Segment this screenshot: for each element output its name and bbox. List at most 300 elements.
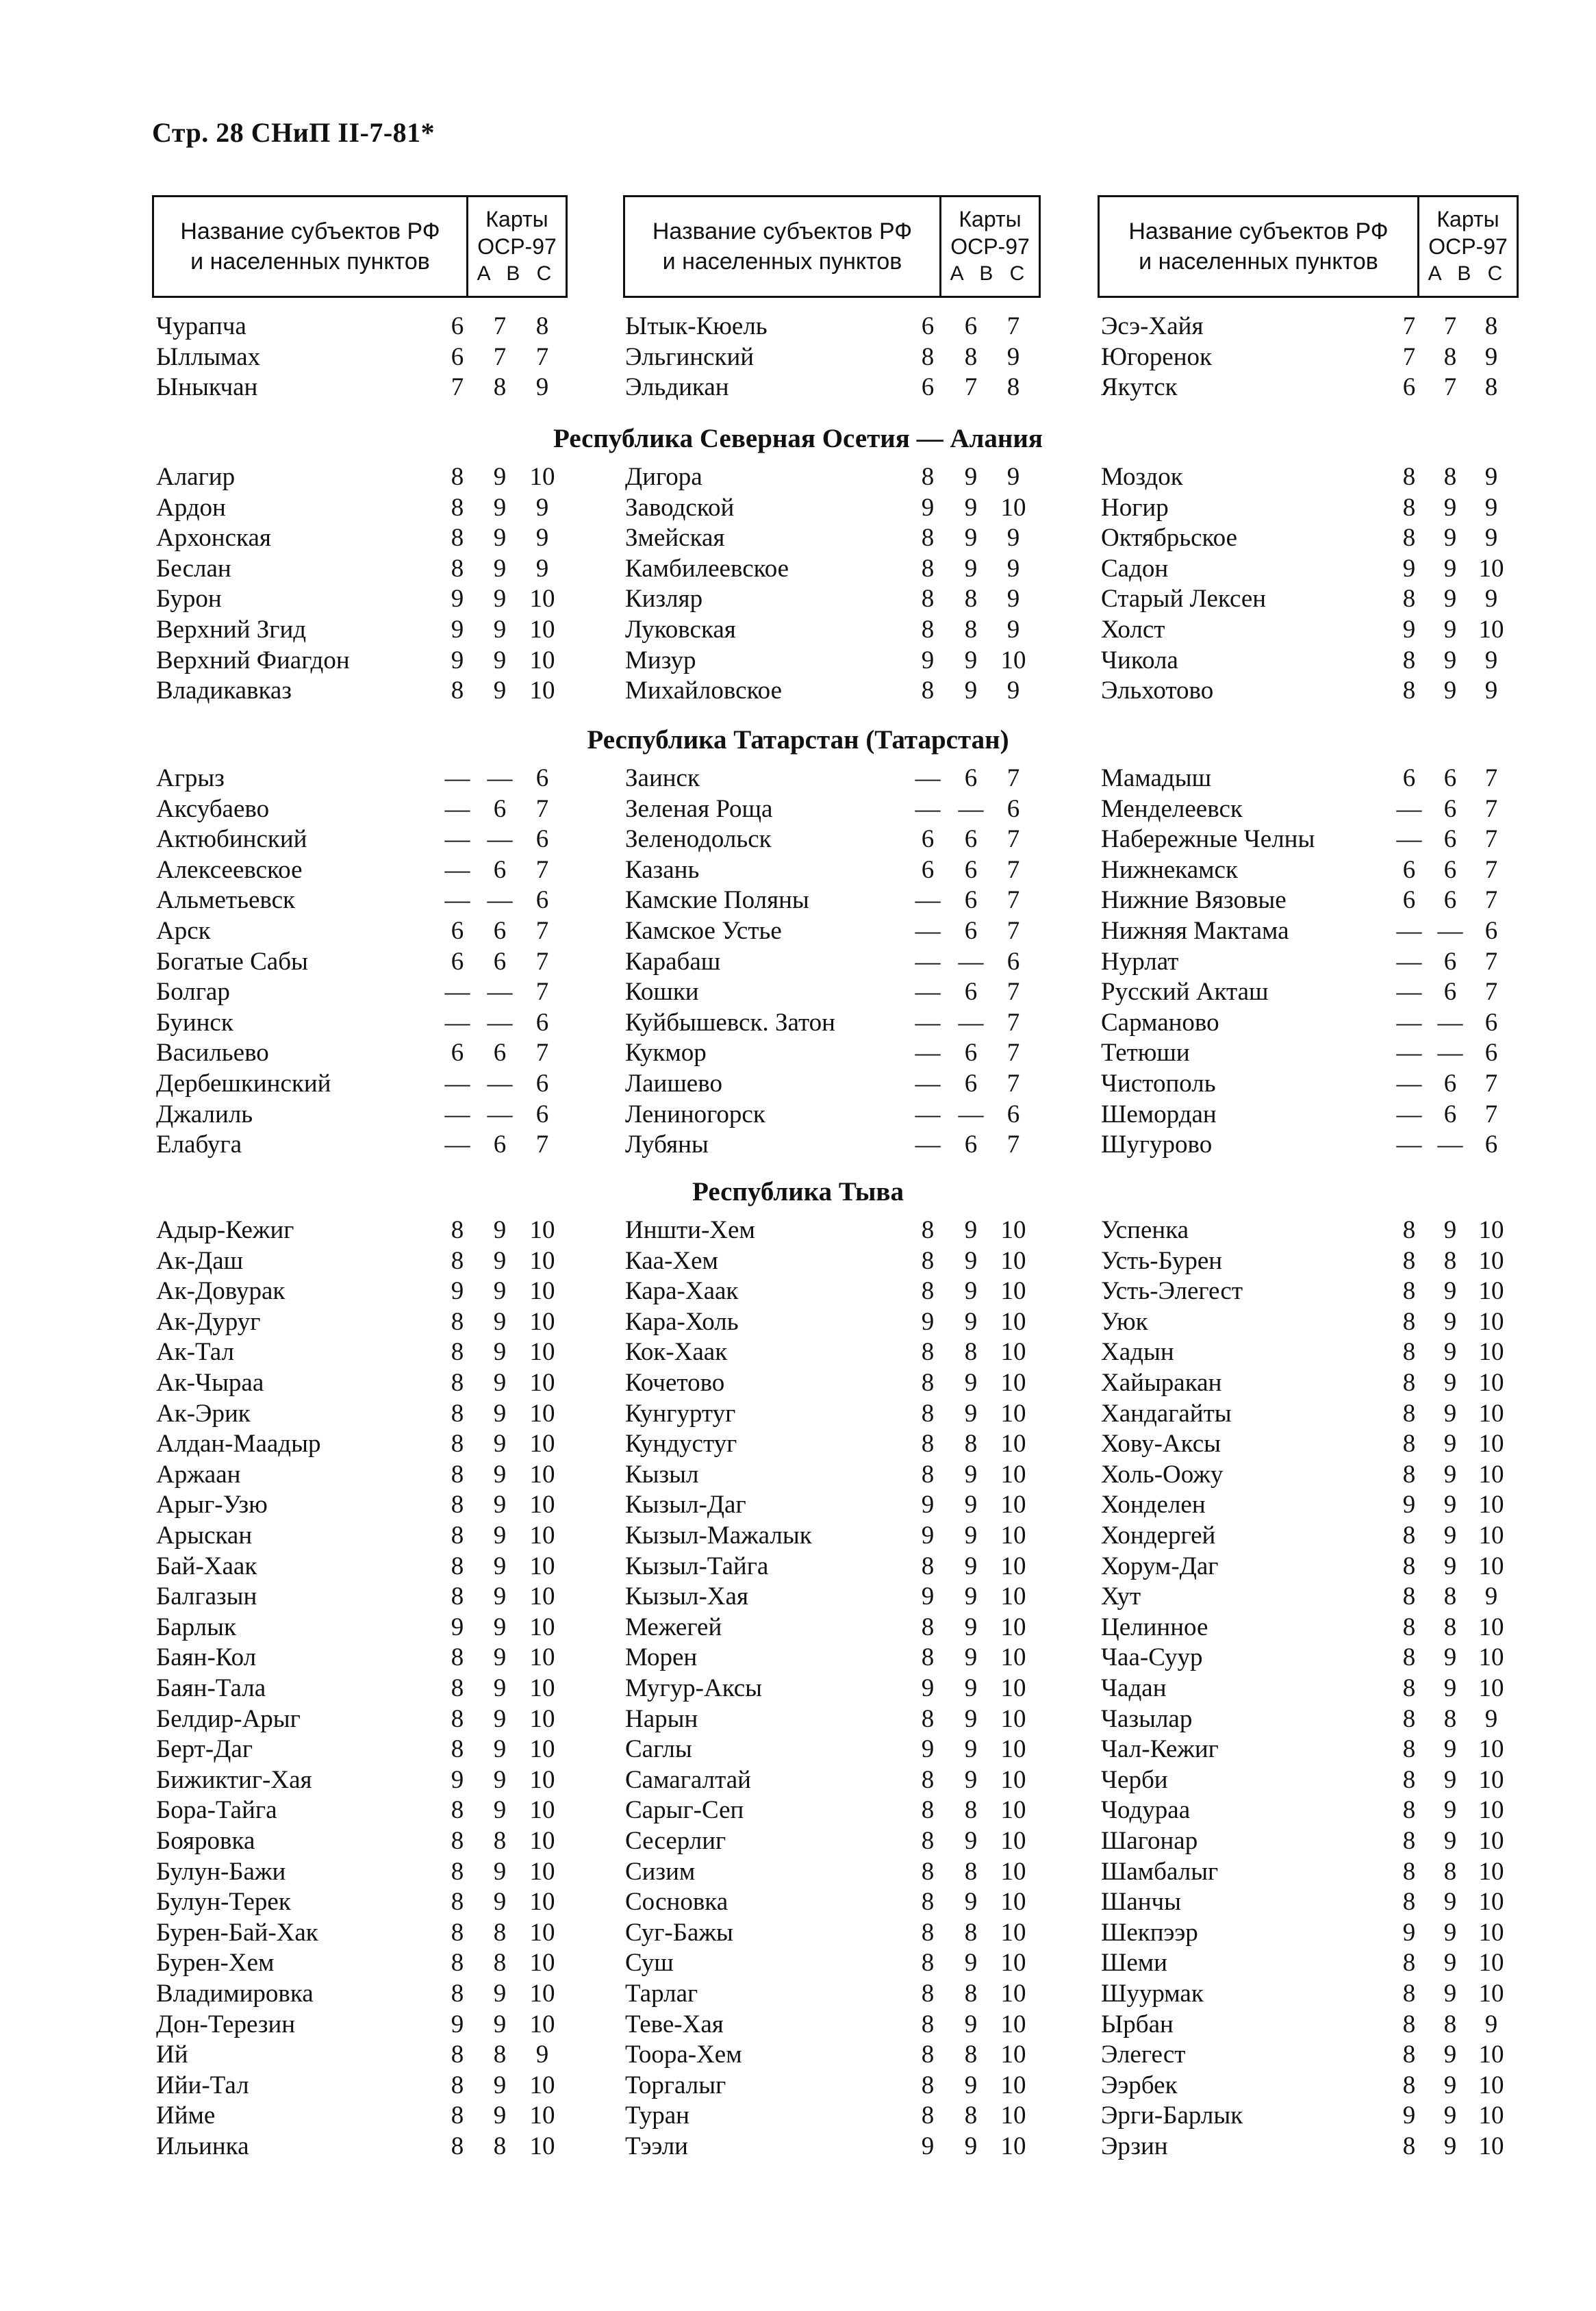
settlement-name: Буинск <box>156 1008 233 1037</box>
map-b-value: 6 <box>1443 886 1457 915</box>
map-b-value: 9 <box>493 1857 507 1886</box>
table-row <box>1101 1643 1525 1673</box>
settlement-name: Алагир <box>156 463 236 491</box>
map-b-value: 9 <box>493 463 507 491</box>
map-c-value: 10 <box>1000 2132 1026 2160</box>
map-b-value: 6 <box>1443 1070 1457 1098</box>
map-a-value: 8 <box>921 677 935 705</box>
map-a-value: 6 <box>921 373 935 402</box>
map-a-value: — <box>915 794 941 823</box>
map-b-value: 9 <box>493 1307 507 1336</box>
settlement-name: Ийме <box>156 2101 216 2130</box>
map-c-value: 7 <box>535 342 549 371</box>
map-a-value: — <box>915 1008 941 1037</box>
settlement-name: Камбилеевское <box>625 554 789 583</box>
map-b-value: 9 <box>493 1888 507 1917</box>
map-b-value: 6 <box>1443 1100 1457 1128</box>
map-a-value: 8 <box>451 1918 464 1947</box>
map-a-value: 9 <box>921 1582 935 1611</box>
map-b-value: 9 <box>964 1827 978 1855</box>
map-a-value: — <box>1396 917 1422 945</box>
table-row <box>1101 676 1525 706</box>
map-c-value: 10 <box>1478 1980 1504 2008</box>
map-c-value: 7 <box>1006 1131 1020 1159</box>
settlement-name: Нарын <box>625 1704 698 1733</box>
map-c-value: 7 <box>1006 312 1020 340</box>
map-b-value: 9 <box>493 1430 507 1458</box>
settlement-name: Шеми <box>1101 1949 1167 1978</box>
settlement-name: Якутск <box>1101 373 1178 402</box>
map-a-value: — <box>1396 978 1422 1007</box>
map-c-value: 10 <box>1000 2010 1026 2038</box>
map-c-value: 10 <box>1000 1216 1026 1244</box>
settlement-name: Уюк <box>1101 1307 1148 1336</box>
settlement-name: Самагалтай <box>625 1765 751 1794</box>
map-c-value: 6 <box>1006 1100 1020 1128</box>
map-b-value: 6 <box>1443 764 1457 792</box>
settlement-name: Ыллымах <box>156 342 261 371</box>
map-a-value: 8 <box>451 2071 464 2099</box>
header-maps-cell <box>1419 197 1517 296</box>
map-b-value: 9 <box>1443 1307 1457 1336</box>
map-a-value: 8 <box>451 1980 464 2008</box>
table-row <box>625 1674 1050 1704</box>
table-row <box>625 2071 1050 2101</box>
map-b-value: 8 <box>964 2041 978 2069</box>
settlement-name: Шуурмак <box>1101 1980 1204 2008</box>
map-b-value: 9 <box>964 524 978 553</box>
map-a-value: 8 <box>1402 1949 1416 1978</box>
table-row <box>625 1765 1050 1795</box>
map-c-value: 10 <box>529 1827 555 1855</box>
settlement-name: Октябрьское <box>1101 524 1238 553</box>
map-c-value: 10 <box>1478 1277 1504 1306</box>
table-row <box>1101 1765 1525 1795</box>
table-row <box>156 1069 581 1099</box>
settlement-name: Альметьевск <box>156 886 296 915</box>
header-name-line2: и населенных пунктов <box>190 249 430 275</box>
map-c-value: 10 <box>1478 1674 1504 1702</box>
map-c-value: 10 <box>529 1796 555 1825</box>
map-a-value: — <box>915 1131 941 1159</box>
map-a-value: 8 <box>921 1704 935 1733</box>
settlement-name: Кунгуртуг <box>625 1399 736 1428</box>
settlement-name: Нижние Вязовые <box>1101 886 1287 915</box>
table-row <box>156 1765 581 1795</box>
settlement-name: Елабуга <box>156 1131 242 1159</box>
map-a-value: — <box>915 764 941 792</box>
map-c-value: 10 <box>1000 1980 1026 2008</box>
map-c-value: 6 <box>535 764 549 792</box>
map-c-value: 9 <box>1484 646 1498 674</box>
settlement-name: Чикола <box>1101 646 1178 674</box>
map-b-value: 9 <box>964 2071 978 2099</box>
settlement-name: Сосновка <box>625 1888 729 1917</box>
table-row <box>625 794 1050 824</box>
map-b-value: — <box>1437 1131 1463 1159</box>
table-row <box>625 2132 1050 2162</box>
table-row <box>1101 646 1525 676</box>
map-b-value: 9 <box>964 1307 978 1336</box>
map-a-value: — <box>444 1100 470 1128</box>
map-b-value: 9 <box>493 493 507 522</box>
settlement-name: Дигора <box>625 463 702 491</box>
table-row <box>625 1582 1050 1612</box>
map-a-value: 8 <box>921 1369 935 1397</box>
table-row <box>156 615 581 645</box>
settlement-name: Ээрбек <box>1101 2071 1178 2099</box>
map-c-value: 9 <box>1484 1704 1498 1733</box>
settlement-name: Лубяны <box>625 1131 709 1159</box>
map-c-value: 7 <box>1006 917 1020 945</box>
settlement-name: Ак-Даш <box>156 1246 244 1275</box>
map-a-value: 8 <box>1402 1246 1416 1275</box>
settlement-name: Алдан-Маадыр <box>156 1430 321 1458</box>
table-row <box>625 1918 1050 1948</box>
map-c-value: 9 <box>1006 616 1020 644</box>
map-c-value: 8 <box>1484 373 1498 402</box>
map-a-value: 8 <box>1402 493 1416 522</box>
map-b-value: 9 <box>493 2101 507 2130</box>
map-c-value: 10 <box>1000 1827 1026 1855</box>
settlement-name: Казань <box>625 855 700 884</box>
map-b-value: — <box>1437 1039 1463 1068</box>
table-row <box>156 584 581 614</box>
map-b-value: 8 <box>964 1980 978 2008</box>
map-c-value: 6 <box>1484 1039 1498 1068</box>
map-a-value: 6 <box>921 825 935 854</box>
map-a-value: 8 <box>921 2071 935 2099</box>
map-c-value: 10 <box>1478 554 1504 583</box>
table-row <box>156 493 581 523</box>
map-c-value: 10 <box>1478 1765 1504 1794</box>
map-b-value: 8 <box>493 373 507 402</box>
map-c-value: 10 <box>1478 1796 1504 1825</box>
map-a-value: 8 <box>921 1430 935 1458</box>
settlement-name: Целинное <box>1101 1613 1208 1641</box>
map-c-value: 10 <box>529 1491 555 1519</box>
table-row <box>156 977 581 1007</box>
table-row <box>1101 1826 1525 1856</box>
section-title: Республика Северная Осетия — Алания <box>553 424 1043 453</box>
map-a-value: 8 <box>451 1399 464 1428</box>
map-c-value: 9 <box>1006 677 1020 705</box>
map-b-value: — <box>958 947 984 976</box>
map-c-value: 7 <box>1006 978 1020 1007</box>
settlement-name: Ильинка <box>156 2132 249 2160</box>
settlement-name: Межегей <box>625 1613 722 1641</box>
settlement-name: Арск <box>156 917 211 945</box>
map-a-value: 8 <box>451 1307 464 1336</box>
settlement-name: Шекпээр <box>1101 1918 1198 1947</box>
map-b-value: 8 <box>1443 1704 1457 1733</box>
settlement-name: Кызыл-Тайга <box>625 1552 769 1580</box>
map-c-value: 10 <box>529 1643 555 1672</box>
map-b-value: 9 <box>1443 1888 1457 1917</box>
table-row <box>1101 1582 1525 1612</box>
map-a-value: 8 <box>921 1949 935 1978</box>
header-name-line1: Название субъектов РФ <box>180 218 440 244</box>
map-c-value: 9 <box>1006 342 1020 371</box>
map-b-value: 9 <box>964 463 978 491</box>
map-c-value: 10 <box>1000 1430 1026 1458</box>
map-a-value: 8 <box>921 585 935 614</box>
table-row <box>625 824 1050 855</box>
map-b-value: 9 <box>1443 1643 1457 1672</box>
settlement-name: Кызыл-Даг <box>625 1491 746 1519</box>
map-c-value: 7 <box>1484 825 1498 854</box>
map-c-value: 10 <box>529 646 555 674</box>
map-c-value: 7 <box>1484 886 1498 915</box>
map-b-value: 9 <box>493 1277 507 1306</box>
map-c-value: 10 <box>529 1888 555 1917</box>
map-b-value: — <box>487 1100 513 1128</box>
map-c-value: 6 <box>535 1070 549 1098</box>
map-b-value: 6 <box>964 764 978 792</box>
map-a-value: — <box>1396 1070 1422 1098</box>
settlement-name: Чадан <box>1101 1674 1167 1702</box>
table-row <box>1101 1734 1525 1765</box>
map-a-value: 8 <box>451 1735 464 1764</box>
settlement-name: Аксубаево <box>156 794 270 823</box>
map-b-value: 9 <box>964 1521 978 1550</box>
map-b-value: 7 <box>493 342 507 371</box>
map-c-value: 10 <box>1478 1399 1504 1428</box>
map-a-value: 8 <box>1402 1277 1416 1306</box>
map-c-value: 7 <box>535 1039 549 1068</box>
map-b-value: 9 <box>1443 1399 1457 1428</box>
map-a-value: 6 <box>451 1039 464 1068</box>
map-c-value: 10 <box>1000 2101 1026 2130</box>
map-a-value: 8 <box>1402 2132 1416 2160</box>
table-row <box>156 312 581 342</box>
settlement-name: Лаишево <box>625 1070 722 1098</box>
map-b-value: 9 <box>493 1552 507 1580</box>
map-b-value: 8 <box>493 2041 507 2069</box>
map-c-value: 9 <box>1484 463 1498 491</box>
map-a-value: 6 <box>451 947 464 976</box>
table-row <box>1101 462 1525 492</box>
map-b-value: 8 <box>493 1918 507 1947</box>
map-c-value: 10 <box>529 1980 555 2008</box>
settlement-name: Торгалыг <box>625 2071 726 2099</box>
settlement-name: Чистополь <box>1101 1070 1216 1098</box>
map-a-value: 6 <box>451 312 464 340</box>
settlement-name: Холь-Оожу <box>1101 1460 1224 1489</box>
table-row <box>1101 2040 1525 2070</box>
map-b-value: 6 <box>964 886 978 915</box>
table-row <box>1101 1038 1525 1068</box>
map-b-value: — <box>487 764 513 792</box>
header-maps-cell <box>941 197 1039 296</box>
map-c-value: 10 <box>1478 1827 1504 1855</box>
settlement-name: Шагонар <box>1101 1827 1198 1855</box>
settlement-name: Нижнекамск <box>1101 855 1238 884</box>
table-row <box>625 493 1050 523</box>
map-a-value: 8 <box>451 1460 464 1489</box>
map-b-value: — <box>487 978 513 1007</box>
settlement-name: Зеленая Роща <box>625 794 773 823</box>
map-a-value: 8 <box>921 1277 935 1306</box>
map-c-value: 10 <box>529 616 555 644</box>
map-a-value: 9 <box>451 616 464 644</box>
table-row <box>156 1734 581 1765</box>
map-b-value: 9 <box>964 1216 978 1244</box>
map-c-value: 10 <box>529 1704 555 1733</box>
map-c-value: 10 <box>1478 2041 1504 2069</box>
map-a-value: 8 <box>921 463 935 491</box>
table-row <box>156 1704 581 1734</box>
map-c-value: 6 <box>1484 1131 1498 1159</box>
settlement-name: Мизур <box>625 646 696 674</box>
table-row <box>156 763 581 794</box>
map-b-value: 9 <box>964 677 978 705</box>
map-a-value: — <box>444 1070 470 1098</box>
table-row <box>625 1704 1050 1734</box>
map-b-value: 9 <box>1443 1338 1457 1367</box>
map-c-value: 6 <box>1006 794 1020 823</box>
table-row <box>625 1826 1050 1856</box>
map-c-value: 10 <box>1000 1918 1026 1947</box>
map-c-value: 10 <box>1000 2041 1026 2069</box>
settlement-name: Беслан <box>156 554 231 583</box>
map-a-value: 7 <box>1402 312 1416 340</box>
settlement-name: Васильево <box>156 1039 269 1068</box>
settlement-name: Шугурово <box>1101 1131 1213 1159</box>
map-a-value: 9 <box>451 2010 464 2038</box>
map-a-value: 8 <box>451 1949 464 1978</box>
section-title: Республика Татарстан (Татарстан) <box>587 725 1009 755</box>
map-a-value: 8 <box>921 1399 935 1428</box>
map-a-value: 9 <box>921 646 935 674</box>
map-a-value: — <box>444 1008 470 1037</box>
map-c-value: 7 <box>1006 1008 1020 1037</box>
table-row <box>625 1887 1050 1917</box>
settlement-name: Туран <box>625 2101 689 2130</box>
map-c-value: 9 <box>535 373 549 402</box>
map-b-value: 9 <box>493 616 507 644</box>
map-b-value: 9 <box>964 1369 978 1397</box>
table-row <box>1101 1399 1525 1429</box>
map-b-value: 6 <box>1443 855 1457 884</box>
map-b-value: 9 <box>964 1277 978 1306</box>
settlement-name: Шанчы <box>1101 1888 1182 1917</box>
settlement-name: Нурлат <box>1101 947 1179 976</box>
map-c-value: 7 <box>1484 794 1498 823</box>
table-row <box>1101 1008 1525 1038</box>
table-row <box>156 1552 581 1582</box>
settlement-name: Кара-Хаак <box>625 1277 739 1306</box>
map-a-value: 9 <box>1402 554 1416 583</box>
map-a-value: 8 <box>921 1460 935 1489</box>
header-name-cell <box>154 197 468 296</box>
map-c-value: 7 <box>1484 1100 1498 1128</box>
settlement-name: Шемордан <box>1101 1100 1217 1128</box>
map-a-value: 8 <box>1402 1980 1416 2008</box>
settlement-name: Кошки <box>625 978 699 1007</box>
header-maps-line2: ОСР-97 <box>1428 234 1508 259</box>
map-c-value: 10 <box>529 1216 555 1244</box>
settlement-name: Агрыз <box>156 764 225 792</box>
table-row <box>1101 1337 1525 1367</box>
map-a-value: 9 <box>451 646 464 674</box>
table-row <box>156 1399 581 1429</box>
map-a-value: 8 <box>921 1980 935 2008</box>
table-row <box>156 1887 581 1917</box>
settlement-name: Кочетово <box>625 1369 725 1397</box>
table-row <box>156 2010 581 2040</box>
settlement-name: Баян-Тала <box>156 1674 266 1702</box>
map-c-value: 10 <box>529 1338 555 1367</box>
settlement-name: Нижняя Мактама <box>1101 917 1289 945</box>
settlement-name: Чаа-Суур <box>1101 1643 1203 1672</box>
map-a-value: 8 <box>1402 1643 1416 1672</box>
map-a-value: 8 <box>1402 2010 1416 2038</box>
settlement-name: Сарманово <box>1101 1008 1219 1037</box>
map-c-value: 10 <box>529 1307 555 1336</box>
map-a-value: 9 <box>1402 1918 1416 1947</box>
map-b-value: 6 <box>964 1070 978 1098</box>
map-c-value: 10 <box>1000 1674 1026 1702</box>
map-c-value: 9 <box>1484 524 1498 553</box>
map-b-value: 9 <box>964 493 978 522</box>
map-a-value: 8 <box>1402 2041 1416 2069</box>
table-row <box>625 2010 1050 2040</box>
map-b-value: 9 <box>964 1888 978 1917</box>
table-row <box>1101 1674 1525 1704</box>
map-a-value: 8 <box>451 1246 464 1275</box>
map-b-value: 6 <box>964 312 978 340</box>
map-c-value: 6 <box>535 1008 549 1037</box>
table-row <box>625 1008 1050 1038</box>
map-b-value: 9 <box>493 585 507 614</box>
map-b-value: 6 <box>964 978 978 1007</box>
table-row <box>625 763 1050 794</box>
map-a-value: 8 <box>451 493 464 522</box>
page-header: Стр. 28 СНиП II-7-81* <box>152 117 435 148</box>
table-row <box>1101 763 1525 794</box>
settlement-name: Верхний Фиагдон <box>156 646 350 674</box>
map-b-value: 9 <box>493 2010 507 2038</box>
map-b-value: 9 <box>1443 1460 1457 1489</box>
table-row <box>156 794 581 824</box>
table-row <box>1101 1246 1525 1276</box>
map-c-value: 6 <box>1484 917 1498 945</box>
table-row <box>1101 1795 1525 1826</box>
table-row <box>625 1734 1050 1765</box>
settlement-name: Мамадыш <box>1101 764 1212 792</box>
table-row <box>625 1100 1050 1130</box>
settlement-name: Набережные Челны <box>1101 825 1315 854</box>
map-b-value: 8 <box>1443 1582 1457 1611</box>
map-c-value: 9 <box>535 524 549 553</box>
map-b-value: 9 <box>493 677 507 705</box>
header-maps-line1: Карты <box>1436 207 1499 231</box>
map-a-value: 8 <box>1402 1613 1416 1641</box>
table-row <box>625 1368 1050 1398</box>
table-row <box>1101 794 1525 824</box>
map-a-value: 8 <box>451 677 464 705</box>
map-b-value: 6 <box>964 825 978 854</box>
map-b-value: 9 <box>493 646 507 674</box>
settlement-name: Усть-Бурен <box>1101 1246 1223 1275</box>
map-b-value: 6 <box>493 1039 507 1068</box>
map-a-value: — <box>915 917 941 945</box>
map-b-value: 9 <box>964 2132 978 2160</box>
settlement-name: Саглы <box>625 1735 692 1764</box>
map-c-value: 9 <box>1484 2010 1498 2038</box>
settlement-name: Моздок <box>1101 463 1183 491</box>
